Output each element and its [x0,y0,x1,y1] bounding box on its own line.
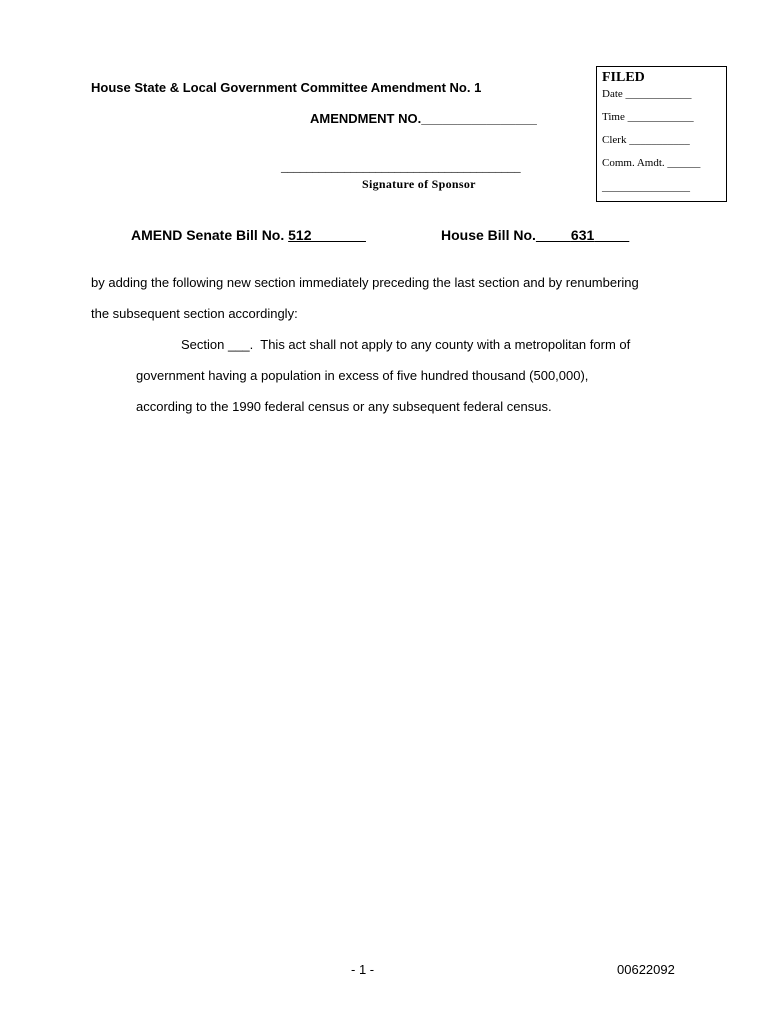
senate-bill-prefix: AMEND Senate Bill No. [131,227,289,243]
section-text-line-2: government having a population in excess of five hundred thousand (500,000), [136,368,589,383]
committee-heading: House State & Local Government Committee Amendment No. 1 [91,80,482,95]
amend-senate-bill [131,227,366,243]
filed-time-line: Time ____________ [602,111,694,123]
filed-comm-amdt-line: Comm. Amdt. ______ [602,157,701,169]
house-bill-blank-after [594,227,629,243]
filed-date-line: Date ____________ [602,88,692,100]
senate-bill-blank [312,227,366,243]
signature-label: Signature of Sponsor [362,177,476,191]
filed-blank-line: ________________ [602,181,690,193]
house-bill [441,227,629,243]
section-text-line-1: Section ___. This act shall not apply to any county with a metropolitan form of [181,337,631,352]
page-number: - 1 - [351,962,375,977]
filed-title: FILED [602,70,645,85]
body-paragraph-1: by adding the following new section immediately preceding the last section and by renumbering [91,275,639,290]
document-code: 00622092 [617,962,675,977]
section-text-line-3: according to the 1990 federal census or any subsequent federal census. [136,399,552,414]
filed-clerk-line: Clerk ___________ [602,134,690,146]
body-paragraph-2: the subsequent section accordingly: [91,306,298,321]
filed-stamp-box [596,66,727,202]
amendment-number-field: AMENDMENT NO.________________ [310,111,537,126]
house-bill-number: 631 [570,227,595,243]
house-bill-prefix: House Bill No. [441,227,536,243]
senate-bill-number: 512 [288,227,312,243]
signature-line: ______________________________________ [281,159,521,174]
house-bill-blank-before [536,227,571,243]
